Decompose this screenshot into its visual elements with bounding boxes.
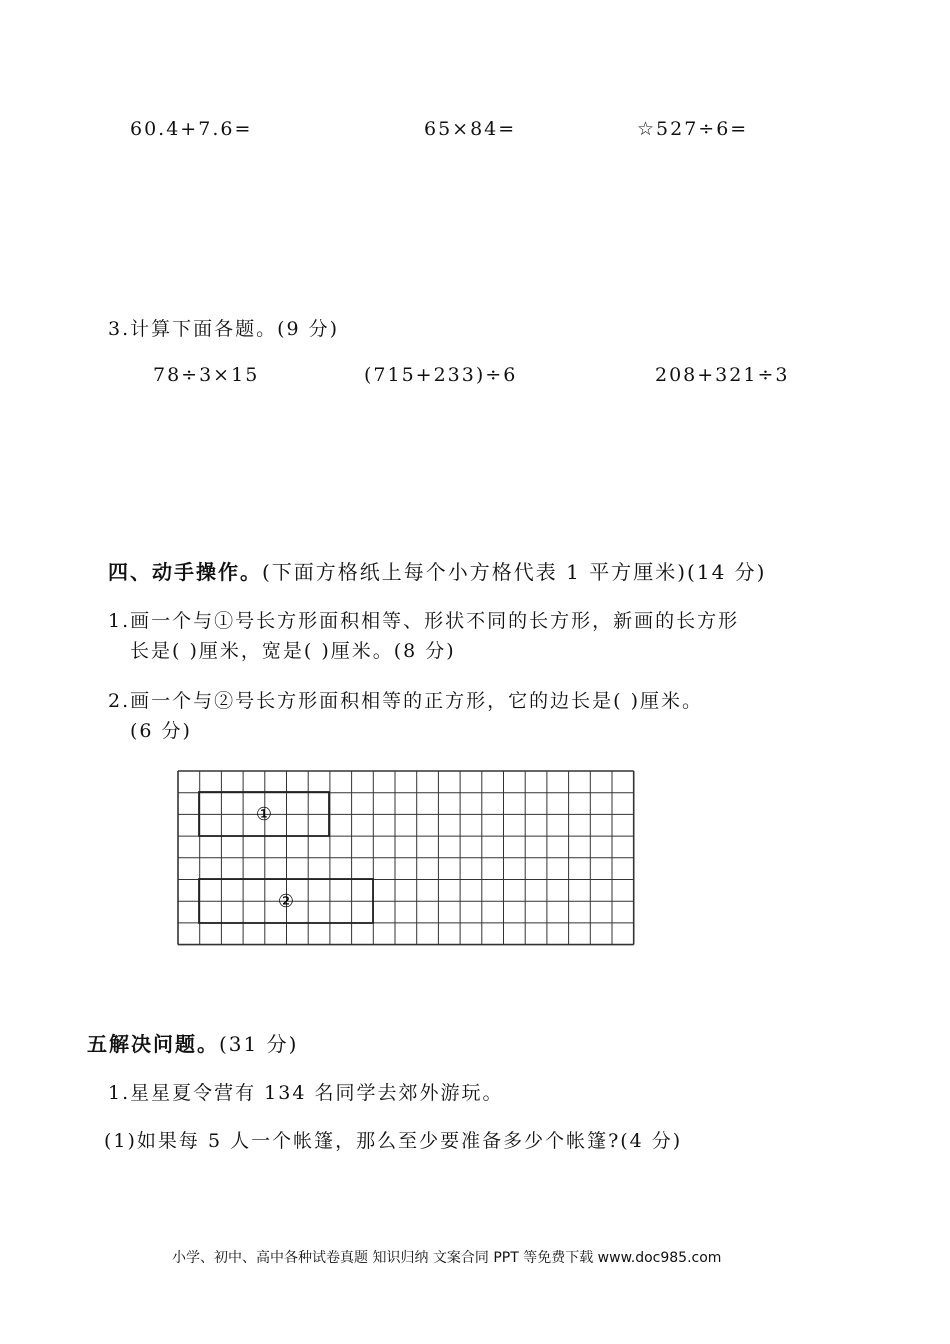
section4-title-rest: (下面方格纸上每个小方格代表 1 平方厘米)(14 分) (262, 560, 767, 584)
section3-item-3: 208+321÷3 (655, 364, 790, 386)
grid-lines (178, 771, 634, 945)
calc-expression-3: ☆527÷6= (637, 118, 749, 140)
section4-title (108, 556, 766, 585)
rectangle-1-label: ① (255, 804, 273, 825)
rectangle-2-label: ② (277, 891, 295, 912)
section5-title-bold: 五解决问题。 (87, 1032, 219, 1056)
footer-text: 小学、初中、高中各种试卷真题 知识归纳 文案合同 PPT 等免费下载 www.doc985.com (172, 1250, 722, 1266)
grid-paper (177, 770, 635, 948)
section3-title: 3.计算下面各题。(9 分) (108, 318, 340, 340)
section5-title-rest: (31 分) (219, 1032, 299, 1056)
section4-q1-line2: 长是( )厘米，宽是( )厘米。(8 分) (130, 640, 456, 662)
section5-title (87, 1028, 298, 1057)
section3-item-1: 78÷3×15 (153, 364, 260, 386)
calc-expression-2: 65×84= (424, 118, 517, 140)
section4-title-bold: 四、动手操作。 (108, 560, 262, 584)
section4-q1-line1: 1.画一个与①号长方形面积相等、形状不同的长方形，新画的长方形 (108, 610, 740, 632)
section5-q1-sub1: (1)如果每 5 人一个帐篷，那么至少要准备多少个帐篷?(4 分) (104, 1130, 683, 1152)
calc-expression-1: 60.4+7.6= (130, 118, 253, 140)
section5-q1: 1.星星夏令营有 134 名同学去郊外游玩。 (108, 1082, 504, 1104)
section3-item-2: (715+233)÷6 (364, 364, 518, 386)
section4-q2-line2: (6 分) (130, 720, 192, 742)
section4-q2-line1: 2.画一个与②号长方形面积相等的正方形，它的边长是( )厘米。 (108, 690, 703, 712)
